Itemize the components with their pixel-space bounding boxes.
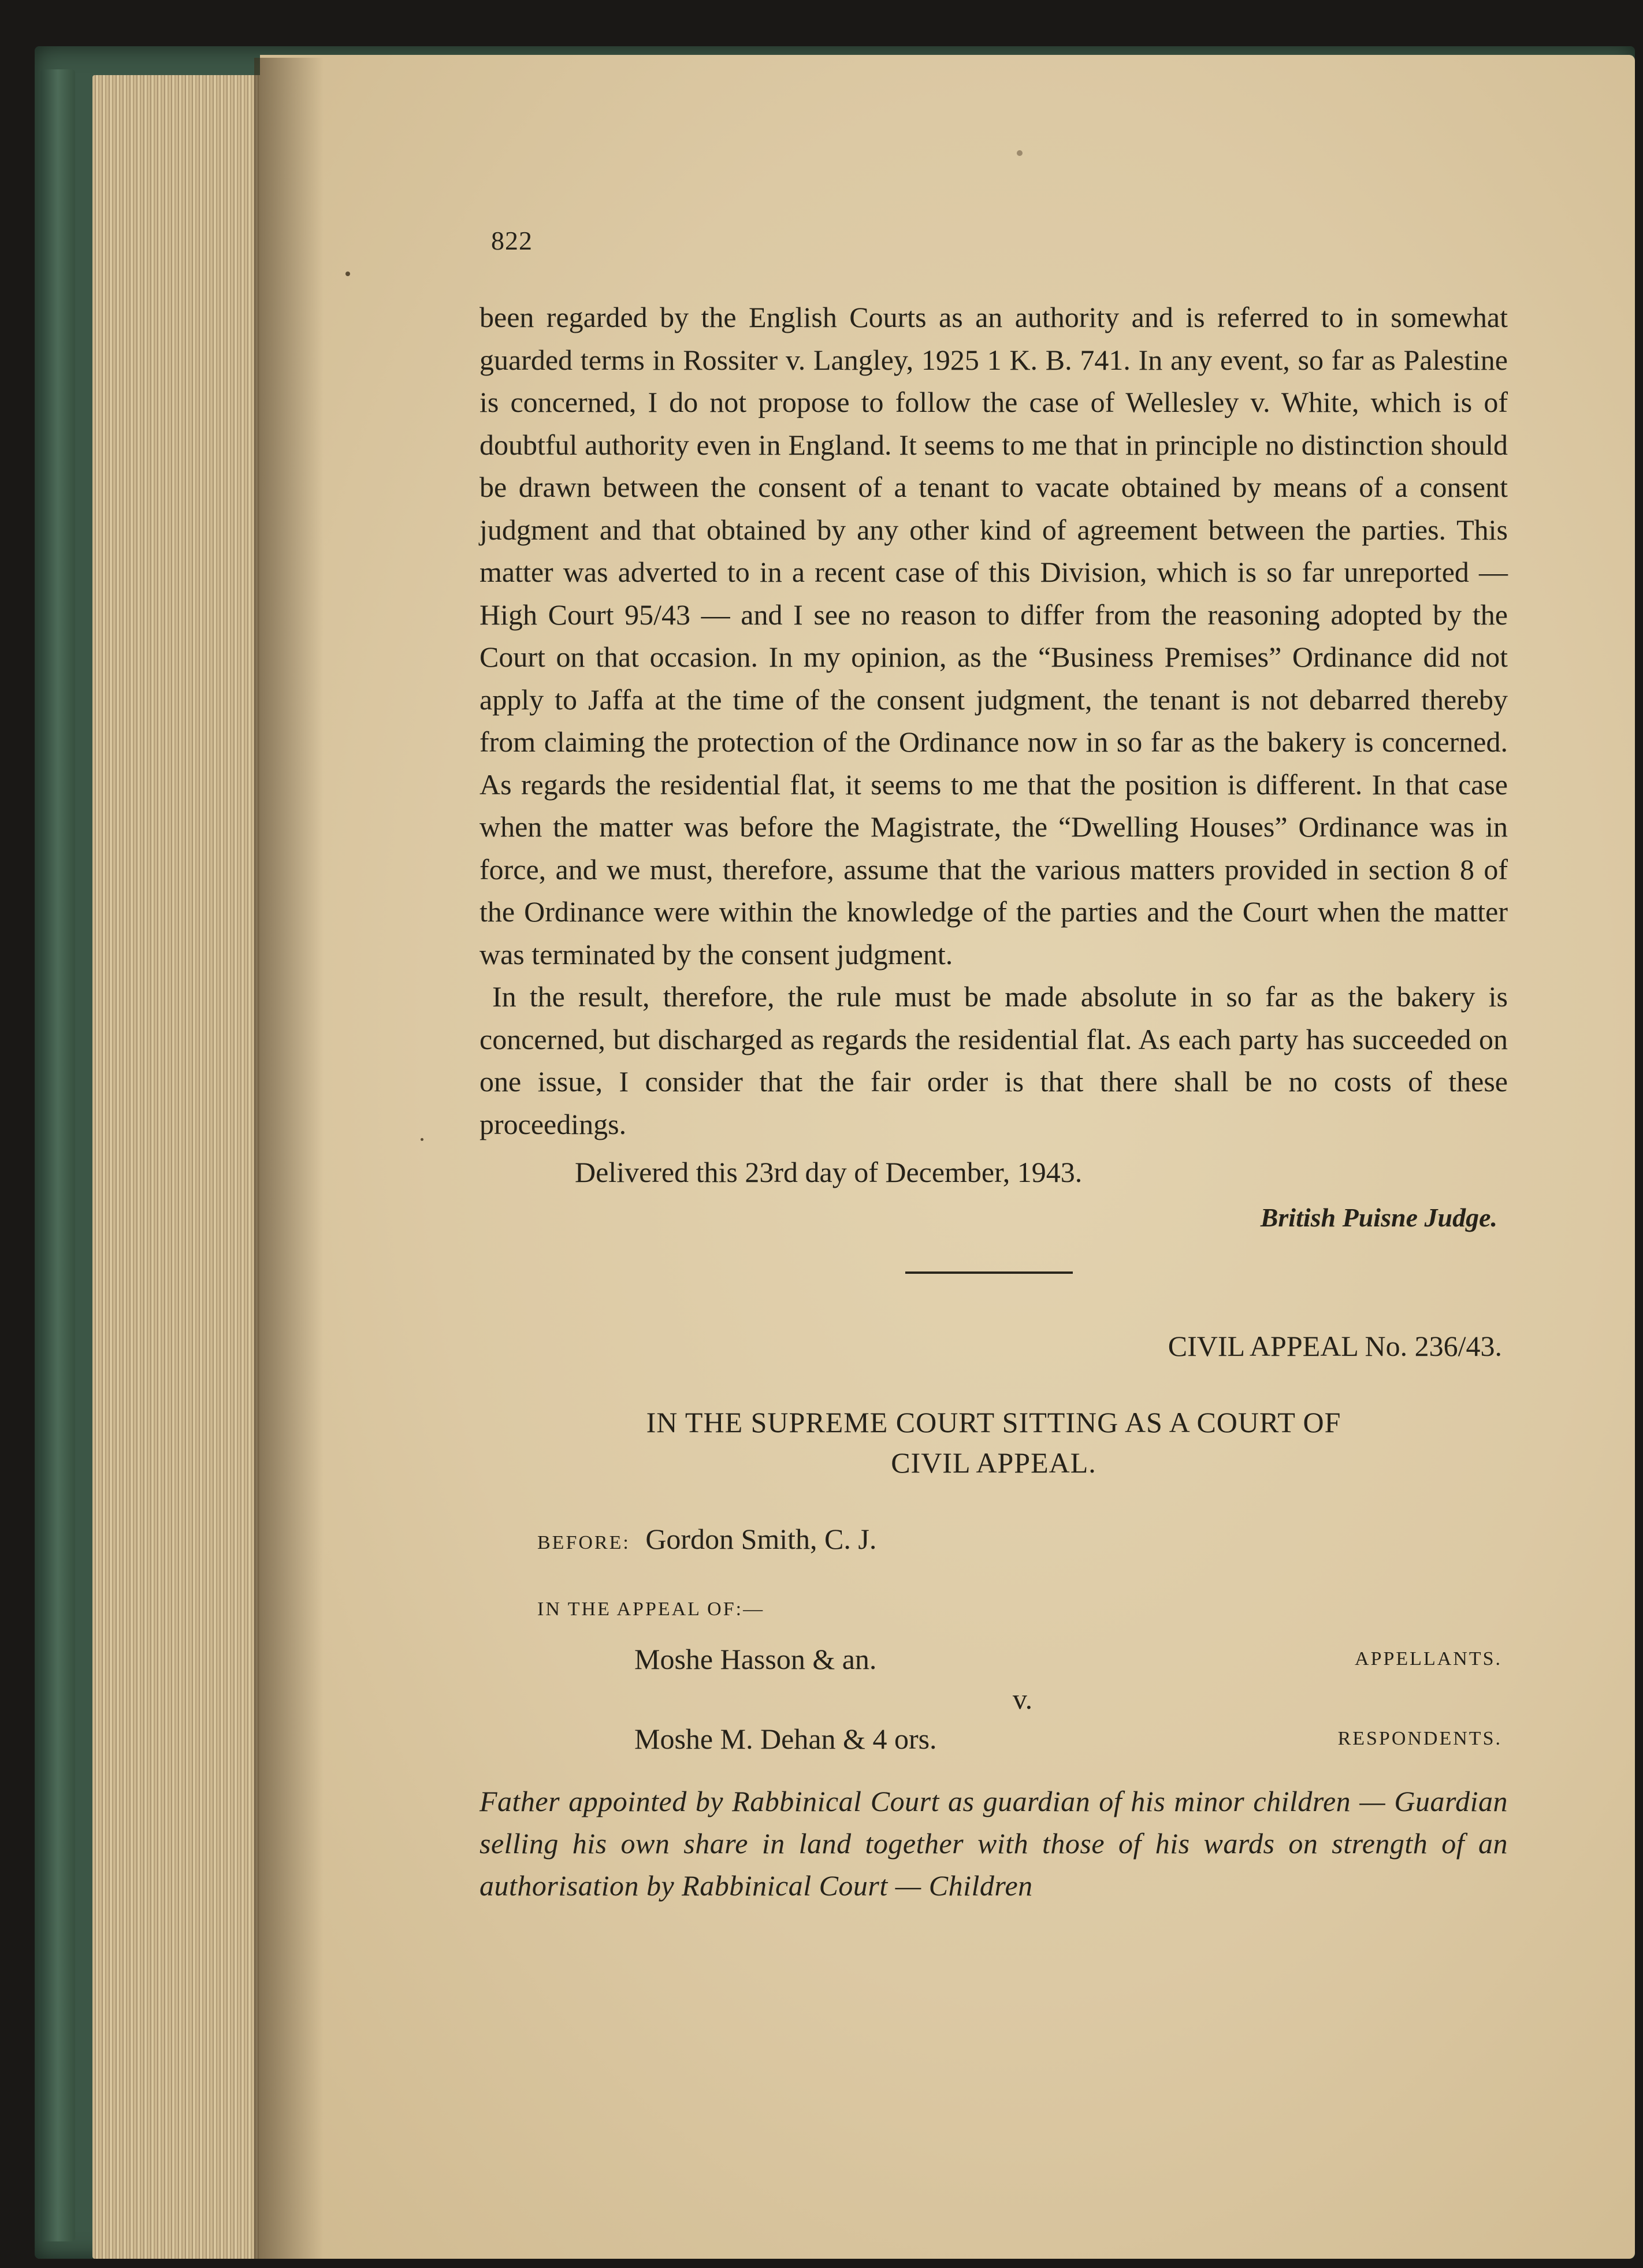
court-heading [479,1402,1508,1483]
appeal-of-label: IN THE APPEAL OF:— [537,1598,765,1620]
body-paragraph-2: In the result, therefore, the rule must be made absolute in so far as the bakery is concerned, but discharged as regards the residential flat. As each party has succeeded on one issue, I consider that the fair order is that there shall be no costs of these proceedings. [479,980,1508,1140]
delivery-line: Delivered this 23rd day of December, 1943. [575,1156,1083,1188]
respondent-name: Moshe M. Dehan & 4 ors. [634,1722,937,1755]
gutter-shadow [254,58,324,2259]
before-line [537,1519,1508,1563]
court-heading-line-1: IN THE SUPREME COURT SITTING AS A COURT OF [646,1406,1341,1438]
appellant-role: APPELLANTS. [1355,1648,1502,1670]
appeal-number: CIVIL APPEAL No. 236/43. [1168,1329,1502,1362]
book-spine-edge [40,69,75,2241]
body-paragraph-1: been regarded by the English Courts as an authority and is referred to in somewhat guarded terms in Rossiter v. Langley, 1925 1 K. B. 741. In any event, so far as Palestine is concerned, I do not propose to follow the case of Wellesley v. White, which is of doubtful authority even in England. It seems to me that in principle no distinction should be drawn between the consent of a tenant to vacate obtained by means of a consent judgment and that obtained by any other kind of agreement between the parties. This matter was adverted to in a recent case of this Division, which is so far unreported — High Court 95/43 — and I see no reason to differ from the reasoning adopted by the Court on that occasion. In my opinion, as the “Business Premises” Ordinance did not apply to Jaffa at the time of the consent judgment, the tenant is not debarred thereby from claiming the protection of the Ordinance now in so far as the bakery is concerned. As regards the residential flat, it seems to me that the position is different. In that case when the matter was before the Magistrate, the “Dwelling Houses” Ordinance was in force, and we must, therefore, assume that the various matters provided in section 8 of the Ordinance were within the knowledge of the parties and the Court when the matter was terminated by the consent judgment. [479,301,1508,971]
paper-speck [421,1138,423,1141]
section-divider [905,1271,1073,1274]
paper-speck [1017,150,1023,156]
page-content [479,225,1508,1907]
respondent-role: RESPONDENTS. [1337,1727,1502,1749]
appellant-name: Moshe Hasson & an. [634,1642,877,1675]
versus: v. [1012,1682,1033,1715]
court-heading-line-2: CIVIL APPEAL. [891,1446,1096,1479]
judge-signature: British Puisne Judge. [1260,1202,1497,1232]
before-label: BEFORE: [537,1531,630,1553]
page-number: 822 [491,226,533,255]
judge-name: Gordon Smith, C. J. [645,1522,877,1555]
appellant-row [479,1638,1508,1680]
paper-speck [345,272,350,276]
respondent-row [479,1718,1508,1760]
headnote: Father appointed by Rabbinical Court as guardian of his minor children — Guardian selling his own share in land together with those of his wards on strength of an authorisation by Rabbinical Court — Children [479,1784,1508,1902]
